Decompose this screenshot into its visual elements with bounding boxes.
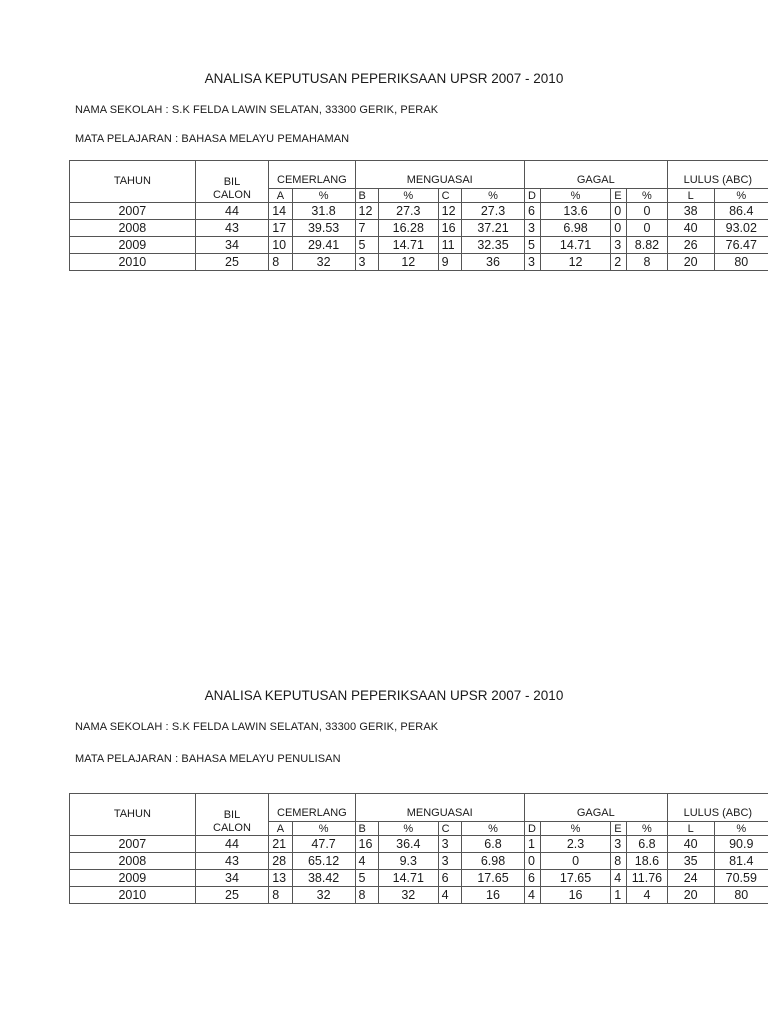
subheader-cell: B <box>355 189 378 203</box>
cell-c: 4 <box>438 887 461 904</box>
subheader-cell: A <box>269 189 292 203</box>
table-row <box>70 853 768 870</box>
cell-c: 3 <box>438 853 461 870</box>
cell-c-pct: 16 <box>462 887 525 904</box>
cell-a-pct: 31.8 <box>292 203 355 220</box>
subheader-cell: % <box>292 822 355 836</box>
table-row <box>70 836 768 853</box>
cell-e-pct: 8 <box>627 254 668 271</box>
cell-a-pct: 39.53 <box>292 220 355 237</box>
cell-e-pct: 18.6 <box>627 853 668 870</box>
subheader-cell: E <box>611 822 627 836</box>
cell-a: 21 <box>269 836 292 853</box>
cell-l-pct: 70.59 <box>714 870 768 887</box>
cell-e: 0 <box>611 220 627 237</box>
cell-e-pct: 8.82 <box>627 237 668 254</box>
cell-a: 13 <box>269 870 292 887</box>
cell-b-pct: 32 <box>378 887 438 904</box>
header-row-top <box>70 794 768 822</box>
cell-bil: 34 <box>195 870 269 887</box>
cell-b: 12 <box>355 203 378 220</box>
school-name: NAMA SEKOLAH : S.K FELDA LAWIN SELATAN, 33300 GERIK, PERAK <box>75 721 439 733</box>
cell-l-pct: 76.47 <box>714 237 768 254</box>
cell-d: 4 <box>524 887 540 904</box>
cell-bil: 34 <box>195 237 269 254</box>
cell-b-pct: 27.3 <box>378 203 438 220</box>
cell-c-pct: 17.65 <box>462 870 525 887</box>
header-tahun: TAHUN <box>70 161 196 189</box>
header-lulus: LULUS (ABC) <box>667 161 768 189</box>
cell-a-pct: 38.42 <box>292 870 355 887</box>
subheader-cell: D <box>524 189 540 203</box>
cell-c: 6 <box>438 870 461 887</box>
cell-b: 3 <box>355 254 378 271</box>
header-tahun-blank <box>70 189 196 203</box>
cell-e-pct: 6.8 <box>627 836 668 853</box>
cell-b: 7 <box>355 220 378 237</box>
cell-b: 16 <box>355 836 378 853</box>
header-tahun: TAHUN <box>70 794 196 822</box>
cell-e: 2 <box>611 254 627 271</box>
cell-c-pct: 27.3 <box>462 203 525 220</box>
subheader-cell: C <box>438 822 461 836</box>
cell-bil: 25 <box>195 887 269 904</box>
header-menguasai: MENGUASAI <box>355 161 524 189</box>
subheader-cell: E <box>611 189 627 203</box>
header-menguasai: MENGUASAI <box>355 794 524 822</box>
table-row <box>70 887 768 904</box>
header-gagal: GAGAL <box>524 794 667 822</box>
cell-l: 26 <box>667 237 714 254</box>
cell-a-pct: 29.41 <box>292 237 355 254</box>
cell-d-pct: 0 <box>540 853 610 870</box>
subheader-cell: % <box>714 189 768 203</box>
cell-e-pct: 0 <box>627 220 668 237</box>
cell-d: 6 <box>524 203 540 220</box>
header-tahun-blank <box>70 822 196 836</box>
cell-tahun: 2010 <box>70 254 196 271</box>
cell-b-pct: 9.3 <box>378 853 438 870</box>
cell-e-pct: 4 <box>627 887 668 904</box>
header-row-sub <box>70 189 768 203</box>
header-bil: BIL <box>195 161 269 189</box>
cell-d: 1 <box>524 836 540 853</box>
cell-l-pct: 80 <box>714 887 768 904</box>
header-gagal: GAGAL <box>524 161 667 189</box>
cell-b-pct: 16.28 <box>378 220 438 237</box>
cell-e: 8 <box>611 853 627 870</box>
cell-d-pct: 17.65 <box>540 870 610 887</box>
cell-b-pct: 12 <box>378 254 438 271</box>
cell-d-pct: 6.98 <box>540 220 610 237</box>
subheader-cell: % <box>540 189 610 203</box>
cell-l: 24 <box>667 870 714 887</box>
report-title: ANALISA KEPUTUSAN PEPERIKSAAN UPSR 2007 - 2010 <box>204 688 564 703</box>
cell-b-pct: 36.4 <box>378 836 438 853</box>
cell-tahun: 2008 <box>70 220 196 237</box>
cell-b: 5 <box>355 870 378 887</box>
cell-tahun: 2008 <box>70 853 196 870</box>
cell-a-pct: 47.7 <box>292 836 355 853</box>
cell-e: 1 <box>611 887 627 904</box>
cell-a: 8 <box>269 254 292 271</box>
cell-l-pct: 81.4 <box>714 853 768 870</box>
cell-a: 14 <box>269 203 292 220</box>
header-calon: CALON <box>195 189 269 203</box>
report-title: ANALISA KEPUTUSAN PEPERIKSAAN UPSR 2007 - 2010 <box>204 71 564 86</box>
cell-b: 5 <box>355 237 378 254</box>
header-cemerlang: CEMERLANG <box>269 794 355 822</box>
header-row-top <box>70 161 768 189</box>
subject-name: MATA PELAJARAN : BAHASA MELAYU PENULISAN <box>75 753 341 765</box>
cell-d-pct: 14.71 <box>540 237 610 254</box>
header-calon: CALON <box>195 822 269 836</box>
subheader-cell: % <box>378 189 438 203</box>
cell-l-pct: 90.9 <box>714 836 768 853</box>
cell-d-pct: 16 <box>540 887 610 904</box>
table-row <box>70 237 768 254</box>
subheader-cell: % <box>462 822 525 836</box>
cell-d: 5 <box>524 237 540 254</box>
cell-l-pct: 93.02 <box>714 220 768 237</box>
subheader-cell: B <box>355 822 378 836</box>
cell-d: 3 <box>524 220 540 237</box>
cell-bil: 43 <box>195 220 269 237</box>
table-row <box>70 870 768 887</box>
cell-tahun: 2010 <box>70 887 196 904</box>
cell-b-pct: 14.71 <box>378 237 438 254</box>
subheader-cell: L <box>667 822 714 836</box>
cell-a-pct: 32 <box>292 887 355 904</box>
cell-d-pct: 12 <box>540 254 610 271</box>
subheader-cell: % <box>714 822 768 836</box>
header-bil: BIL <box>195 794 269 822</box>
cell-b: 8 <box>355 887 378 904</box>
cell-c-pct: 6.98 <box>462 853 525 870</box>
results-table <box>69 160 768 271</box>
cell-tahun: 2009 <box>70 870 196 887</box>
cell-a-pct: 65.12 <box>292 853 355 870</box>
cell-c-pct: 6.8 <box>462 836 525 853</box>
header-lulus: LULUS (ABC) <box>667 794 768 822</box>
table-row <box>70 254 768 271</box>
cell-a: 28 <box>269 853 292 870</box>
results-table <box>69 793 768 904</box>
cell-e-pct: 11.76 <box>627 870 668 887</box>
cell-d: 6 <box>524 870 540 887</box>
cell-c-pct: 32.35 <box>462 237 525 254</box>
cell-bil: 44 <box>195 836 269 853</box>
cell-bil: 25 <box>195 254 269 271</box>
subheader-cell: % <box>292 189 355 203</box>
cell-c: 3 <box>438 836 461 853</box>
cell-b-pct: 14.71 <box>378 870 438 887</box>
cell-l: 35 <box>667 853 714 870</box>
cell-a: 8 <box>269 887 292 904</box>
cell-l: 40 <box>667 220 714 237</box>
header-cemerlang: CEMERLANG <box>269 161 355 189</box>
cell-l: 20 <box>667 887 714 904</box>
cell-e: 3 <box>611 836 627 853</box>
cell-bil: 43 <box>195 853 269 870</box>
cell-d-pct: 2.3 <box>540 836 610 853</box>
cell-tahun: 2007 <box>70 203 196 220</box>
cell-bil: 44 <box>195 203 269 220</box>
cell-l: 40 <box>667 836 714 853</box>
subheader-cell: % <box>627 822 668 836</box>
cell-l-pct: 86.4 <box>714 203 768 220</box>
table-row <box>70 203 768 220</box>
subheader-cell: % <box>378 822 438 836</box>
school-name: NAMA SEKOLAH : S.K FELDA LAWIN SELATAN, 33300 GERIK, PERAK <box>75 104 439 116</box>
cell-c: 11 <box>438 237 461 254</box>
cell-tahun: 2007 <box>70 836 196 853</box>
cell-c-pct: 37.21 <box>462 220 525 237</box>
subheader-cell: A <box>269 822 292 836</box>
cell-d: 3 <box>524 254 540 271</box>
subheader-cell: % <box>540 822 610 836</box>
subject-name: MATA PELAJARAN : BAHASA MELAYU PEMAHAMAN <box>75 133 350 145</box>
cell-a: 10 <box>269 237 292 254</box>
subheader-cell: D <box>524 822 540 836</box>
header-row-sub <box>70 822 768 836</box>
cell-b: 4 <box>355 853 378 870</box>
cell-l: 20 <box>667 254 714 271</box>
cell-tahun: 2009 <box>70 237 196 254</box>
cell-c: 9 <box>438 254 461 271</box>
cell-d-pct: 13.6 <box>540 203 610 220</box>
table-row <box>70 220 768 237</box>
cell-e: 0 <box>611 203 627 220</box>
cell-a-pct: 32 <box>292 254 355 271</box>
cell-c: 12 <box>438 203 461 220</box>
subheader-cell: L <box>667 189 714 203</box>
cell-c-pct: 36 <box>462 254 525 271</box>
cell-e-pct: 0 <box>627 203 668 220</box>
cell-a: 17 <box>269 220 292 237</box>
cell-c: 16 <box>438 220 461 237</box>
subheader-cell: % <box>462 189 525 203</box>
subheader-cell: C <box>438 189 461 203</box>
cell-d: 0 <box>524 853 540 870</box>
cell-e: 3 <box>611 237 627 254</box>
cell-l: 38 <box>667 203 714 220</box>
cell-e: 4 <box>611 870 627 887</box>
subheader-cell: % <box>627 189 668 203</box>
cell-l-pct: 80 <box>714 254 768 271</box>
